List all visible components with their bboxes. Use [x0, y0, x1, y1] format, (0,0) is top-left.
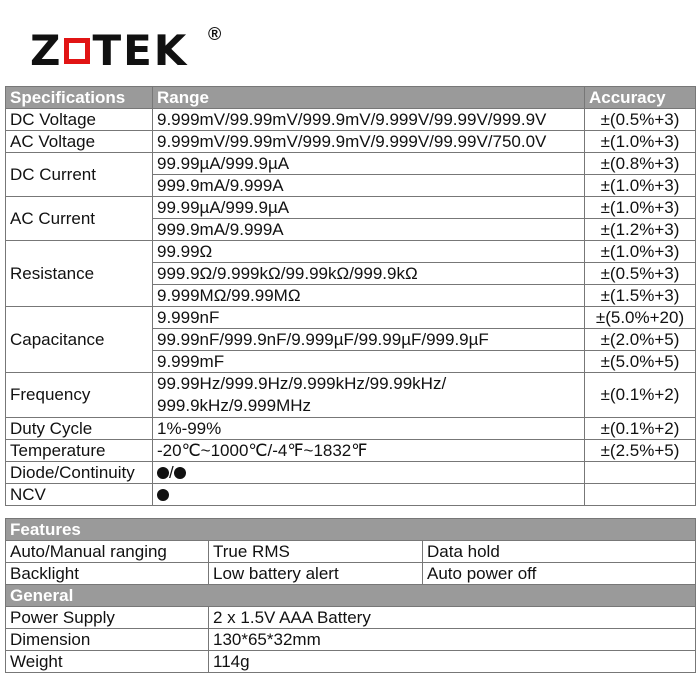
spec-label: DC Voltage — [6, 109, 153, 131]
spec-range: 9.999mV/99.99mV/999.9mV/9.999V/99.99V/999.9V — [153, 109, 585, 131]
feature-cell: Data hold — [423, 541, 696, 563]
spec-range: -20℃~1000℃/-4℉~1832℉ — [153, 440, 585, 462]
spec-accuracy: ±(1.0%+3) — [585, 175, 696, 197]
spec-range: 9.999nF — [153, 307, 585, 329]
spec-range: 1%-99% — [153, 418, 585, 440]
general-value: 130*65*32mm — [209, 629, 696, 651]
spec-accuracy: ±(2.5%+5) — [585, 440, 696, 462]
spec-label: DC Current — [6, 153, 153, 197]
general-label: Power Supply — [6, 607, 209, 629]
features-header-row — [6, 519, 696, 541]
brand-name — [30, 26, 188, 75]
spec-range: 9.999mF — [153, 351, 585, 373]
spec-accuracy: ±(5.0%+20) — [585, 307, 696, 329]
general-label: Weight — [6, 651, 209, 673]
table-row — [6, 153, 696, 175]
feature-cell: Auto power off — [423, 563, 696, 585]
spec-accuracy: ±(2.0%+5) — [585, 329, 696, 351]
feature-cell: True RMS — [209, 541, 423, 563]
table-row — [6, 109, 696, 131]
spec-accuracy: ±(1.0%+3) — [585, 131, 696, 153]
spec-label: Temperature — [6, 440, 153, 462]
table-row — [6, 307, 696, 329]
feature-cell: Backlight — [6, 563, 209, 585]
brand-logo — [30, 24, 222, 76]
table-row — [6, 629, 696, 651]
features-general-table — [5, 518, 696, 673]
table-row — [6, 651, 696, 673]
spec-range: 9.999mV/99.99mV/999.9mV/9.999V/99.99V/750.0V — [153, 131, 585, 153]
header-specifications: Specifications — [6, 87, 153, 109]
table-row — [6, 440, 696, 462]
spec-label: AC Current — [6, 197, 153, 241]
general-header-row — [6, 585, 696, 607]
table-row — [6, 241, 696, 263]
general-value: 114g — [209, 651, 696, 673]
spec-accuracy: ±(0.5%+3) — [585, 263, 696, 285]
general-value: 2 x 1.5V AAA Battery — [209, 607, 696, 629]
table-row — [6, 484, 696, 506]
spec-range: 99.99nF/999.9nF/9.999µF/99.99µF/999.9µF — [153, 329, 585, 351]
spec-accuracy: ±(0.8%+3) — [585, 153, 696, 175]
spec-accuracy: ±(1.2%+3) — [585, 219, 696, 241]
spec-range-line: 99.99Hz/999.9Hz/9.999kHz/99.99kHz/ — [157, 374, 447, 393]
spec-label: NCV — [6, 484, 153, 506]
header-range: Range — [153, 87, 585, 109]
table-row — [6, 418, 696, 440]
spec-label: AC Voltage — [6, 131, 153, 153]
spec-accuracy: ±(5.0%+5) — [585, 351, 696, 373]
spec-accuracy: ±(0.5%+3) — [585, 109, 696, 131]
spec-header-row — [6, 87, 696, 109]
spec-range: 999.9mA/9.999A — [153, 175, 585, 197]
spec-table — [5, 86, 696, 506]
table-row — [6, 373, 696, 418]
spec-label: Resistance — [6, 241, 153, 307]
spec-accuracy: ±(1.5%+3) — [585, 285, 696, 307]
spec-range: 9.999MΩ/99.99MΩ — [153, 285, 585, 307]
supported-dot-icon — [157, 467, 169, 479]
brand-name-post: TEK — [92, 26, 189, 75]
dot-separator: / — [169, 462, 174, 482]
table-row — [6, 563, 696, 585]
spec-range: 99.99µA/999.9µA — [153, 197, 585, 219]
header-accuracy: Accuracy — [585, 87, 696, 109]
table-row — [6, 131, 696, 153]
table-row — [6, 541, 696, 563]
spec-label: Duty Cycle — [6, 418, 153, 440]
spec-label: Frequency — [6, 373, 153, 418]
spec-range: 99.99Ω — [153, 241, 585, 263]
general-header: General — [6, 585, 696, 607]
spec-accuracy: ±(0.1%+2) — [585, 373, 696, 418]
spec-accuracy: ±(1.0%+3) — [585, 241, 696, 263]
brand-name-pre: Z — [30, 26, 63, 75]
features-header: Features — [6, 519, 696, 541]
spec-accuracy — [585, 462, 696, 484]
spec-range — [153, 373, 585, 418]
supported-dot-icon — [157, 489, 169, 501]
supported-dot-icon — [174, 467, 186, 479]
spec-accuracy: ±(1.0%+3) — [585, 197, 696, 219]
feature-cell: Auto/Manual ranging — [6, 541, 209, 563]
registered-mark: ® — [208, 24, 222, 44]
spec-range-line: 999.9kHz/9.999MHz — [157, 396, 312, 415]
spec-range — [153, 462, 585, 484]
table-row — [6, 462, 696, 484]
spec-range: 999.9Ω/9.999kΩ/99.99kΩ/999.9kΩ — [153, 263, 585, 285]
spec-accuracy — [585, 484, 696, 506]
spec-range: 999.9mA/9.999A — [153, 219, 585, 241]
general-label: Dimension — [6, 629, 209, 651]
spec-label: Capacitance — [6, 307, 153, 373]
spec-label: Diode/Continuity — [6, 462, 153, 484]
table-row — [6, 197, 696, 219]
spec-range — [153, 484, 585, 506]
spec-range: 99.99µA/999.9µA — [153, 153, 585, 175]
spec-accuracy: ±(0.1%+2) — [585, 418, 696, 440]
feature-cell: Low battery alert — [209, 563, 423, 585]
brand-o-box-icon — [64, 38, 90, 64]
table-row — [6, 607, 696, 629]
